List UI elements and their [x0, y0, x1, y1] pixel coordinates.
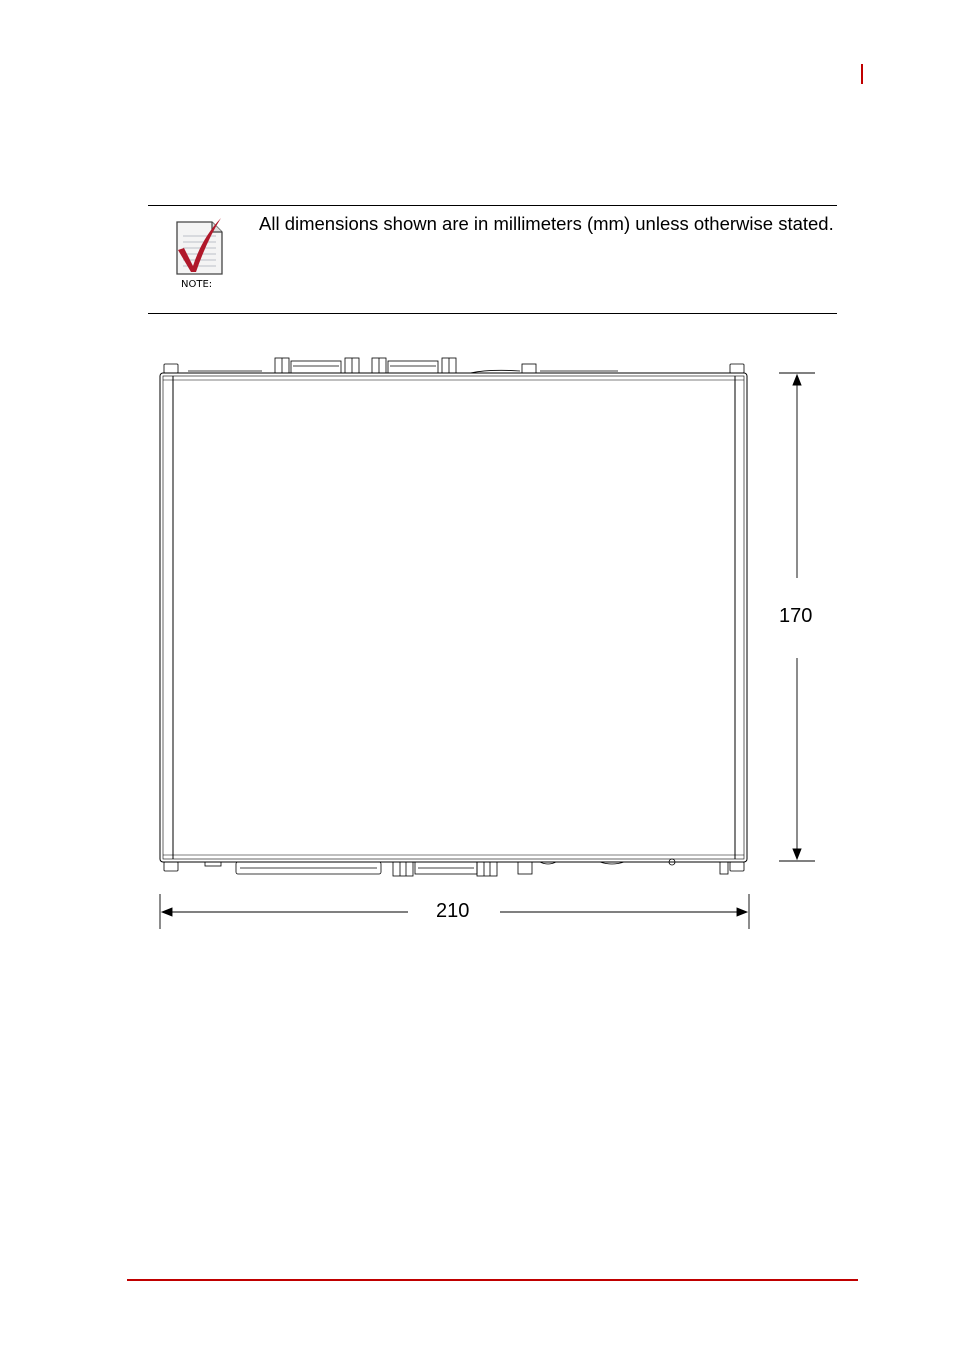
height-dimension-label: 170 — [779, 605, 813, 627]
note-text: All dimensions shown are in millimeters (mm) unless otherwise stated. — [259, 213, 834, 234]
dimension-drawing — [150, 350, 830, 940]
top-connectors — [164, 358, 744, 373]
enclosure-outline — [160, 373, 747, 862]
note-top-rule — [148, 205, 837, 206]
header-marker — [861, 64, 863, 84]
footer-rule — [127, 1279, 858, 1281]
enclosure-inner-outline — [163, 376, 744, 859]
note-bottom-rule — [148, 313, 837, 314]
note-label: NOTE: — [181, 279, 213, 290]
note-checkmark-icon — [174, 216, 226, 278]
width-dimension-label: 210 — [436, 900, 470, 922]
